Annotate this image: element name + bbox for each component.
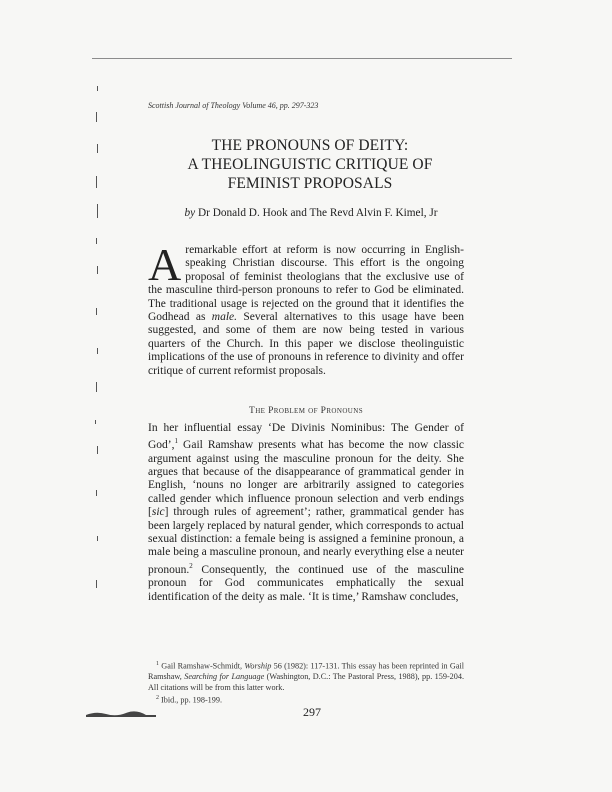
byline xyxy=(150,207,472,219)
byline-by: by xyxy=(184,207,196,219)
title-line-1: THE PRONOUNS OF DEITY: xyxy=(211,137,409,154)
footnote-1 xyxy=(148,659,464,693)
footnote-1-text-c: (Washington, D.C.: The Pastoral Press, 1988), pp. 159-204. All citations will be from this latter work. xyxy=(148,672,464,692)
main-text-part-2: Gail Ramshaw presents what has become the now classic argument against using the masculine pronoun for the deity. She argues that because of the disappearance of grammatical gender in English, ‘nouns no longer are arbitrarily assigned to categories called gender which influence pronoun selection and verb endings [ xyxy=(148,439,464,519)
running-head: Scottish Journal of Theology Volume 46, pp. 297-323 xyxy=(148,101,319,110)
intro-paragraph xyxy=(148,239,464,378)
page-number: 297 xyxy=(303,705,321,719)
footnote-1-text-b: 56 (1982): 117-131. This essay has been reprinted in Gail Ramshaw, xyxy=(148,661,464,682)
intro-text-before: remarkable effort at reform is now occurring in English-speaking Christian discourse. This effort is the ongoing proposal of feminist theologians that the exclusive use of the masculine third-person pronouns to refer to God be eliminated. The traditional usage is rejected on the ground that it identifies the Godhead as xyxy=(148,244,464,324)
footnote-1-book: Searching for Language xyxy=(184,672,265,682)
drop-cap: A xyxy=(148,239,182,290)
footnotes xyxy=(148,659,464,706)
title-line-3: FEMINIST PROPOSALS xyxy=(227,175,393,192)
intro-emphasis: male. xyxy=(211,311,237,324)
main-text-part-1: In her influential essay ‘De Divinis Nominibus: The Gender of God’, xyxy=(148,422,464,452)
footnote-2-mark: 2 xyxy=(156,695,159,702)
sic-emphasis: sic xyxy=(151,506,165,519)
title-line-2: A THEOLINGUISTIC CRITIQUE OF xyxy=(187,156,433,173)
scan-artifact xyxy=(86,709,156,717)
section-heading: The Problem of Pronouns xyxy=(249,406,363,416)
footnote-ref-1: 1 xyxy=(174,437,179,446)
footnote-1-mark: 1 xyxy=(156,661,159,667)
scan-margin-marks xyxy=(95,80,107,600)
byline-authors: Dr Donald D. Hook and The Revd Alvin F. Kimel, Jr xyxy=(197,207,438,219)
main-text-part-4: Consequently, the continued use of the masculine pronoun for God communicates emphatically the sexual identification of the deity as male. ‘It is time,’ Ramshaw concludes, xyxy=(148,563,464,603)
footnote-1-text-a: Gail Ramshaw-Schmidt, xyxy=(159,661,245,671)
main-text-part-3: ] through rules of agreement’; rather, grammatical gender has been largely replaced by natural gender, which corresponds to actual sexual distinction: a female being is assigned a feminine pronoun, a male being a masculine pronoun, and nearly everything else a neuter pronoun. xyxy=(148,506,464,576)
main-paragraph xyxy=(148,422,464,604)
footnote-1-journal: Worship xyxy=(244,661,272,671)
article-title xyxy=(150,136,470,193)
intro-text-after: Several alternatives to this usage have been suggested, and some of them are now being tested in various quarters of the Church. In this paper we disclose theolinguistic implications of the use of pronouns in reference to divinity and offer critique of current reformist proposals. xyxy=(148,311,464,377)
footnote-2-text: Ibid., pp. 198-199. xyxy=(159,695,222,705)
footnote-ref-2: 2 xyxy=(189,561,193,570)
scan-top-rule xyxy=(92,58,512,59)
